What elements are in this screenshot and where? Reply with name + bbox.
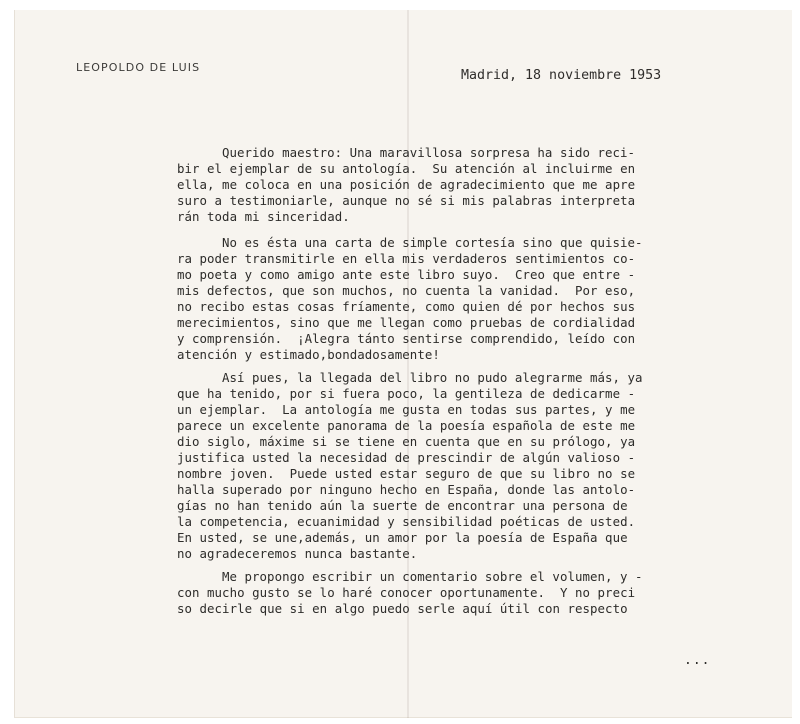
paragraph-3-line-4: parece un excelente panorama de la poesía española de este me — [177, 418, 636, 433]
paragraph-3-line-1: Así pues, la llegada del libro no pudo alegrarme más, ya — [222, 370, 643, 385]
paragraph-4-line-1: Me propongo escribir un comentario sobre el volumen, y - — [222, 569, 643, 584]
paragraph-2-line-8: atención y estimado,bondadosamente! — [177, 347, 440, 362]
paragraph-2-line-6: merecimientos, sino que me llegan como pruebas de cordialidad — [177, 315, 636, 330]
paragraph-1-line-3: ella, me coloca en una posición de agradecimiento que me apre — [177, 177, 636, 192]
paragraph-3-line-10: la competencia, ecuanimidad y sensibilidad poéticas de usted. — [177, 514, 636, 529]
paragraph-1-line-1: Querido maestro: Una maravillosa sorpresa ha sido reci- — [222, 145, 636, 160]
paragraph-3-line-11: En usted, se une,además, un amor por la poesía de España que — [177, 530, 628, 545]
paragraph-2-line-3: mo poeta y como amigo ante este libro suyo. Creo que entre - — [177, 267, 636, 282]
paragraph-4-line-3: so decirle que si en algo puedo serle aquí útil con respecto — [177, 601, 628, 616]
letterhead: LEOPOLDO DE LUIS — [76, 61, 201, 74]
paragraph-2-line-4: mis defectos, que son muchos, no cuenta la vanidad. Por eso, — [177, 283, 636, 298]
paragraph-1-line-4: suro a testimoniarle, aunque no sé si mis palabras interpreta — [177, 193, 636, 208]
paragraph-3-line-2: que ha tenido, por si fuera poco, la gentileza de dedicarme - — [177, 386, 636, 401]
paragraph-2-line-2: ra poder transmitirle en ella mis verdaderos sentimientos co- — [177, 251, 636, 266]
paragraph-2-line-1: No es ésta una carta de simple cortesía sino que quisie- — [222, 235, 643, 250]
paragraph-3-line-7: nombre joven. Puede usted estar seguro de que su libro no se — [177, 466, 636, 481]
paragraph-1-line-2: bir el ejemplar de su antología. Su atención al incluirme en — [177, 161, 636, 176]
paragraph-3-line-9: gías no han tenido aún la suerte de encontrar una persona de — [177, 498, 628, 513]
letter-date: Madrid, 18 noviembre 1953 — [461, 68, 662, 83]
paragraph-3-line-12: no agradeceremos nunca bastante. — [177, 546, 418, 561]
paragraph-1-line-5: rán toda mi sinceridad. — [177, 209, 350, 224]
continuation-mark: ... — [684, 653, 711, 668]
paragraph-3-line-6: justifica usted la necesidad de prescindir de algún valioso - — [177, 450, 636, 465]
paragraph-3-line-8: halla superado por ninguno hecho en España, donde las antolo- — [177, 482, 636, 497]
paragraph-3-line-5: dio siglo, máxime si se tiene en cuenta que en su prólogo, ya — [177, 434, 636, 449]
paragraph-4-line-2: con mucho gusto se lo haré conocer oportunamente. Y no preci — [177, 585, 636, 600]
paragraph-2-line-5: no recibo estas cosas fríamente, como quien dé por hechos sus — [177, 299, 636, 314]
paragraph-3-line-3: un ejemplar. La antología me gusta en todas sus partes, y me — [177, 402, 636, 417]
paragraph-2-line-7: y comprensión. ¡Alegra tánto sentirse comprendido, leído con — [177, 331, 636, 346]
